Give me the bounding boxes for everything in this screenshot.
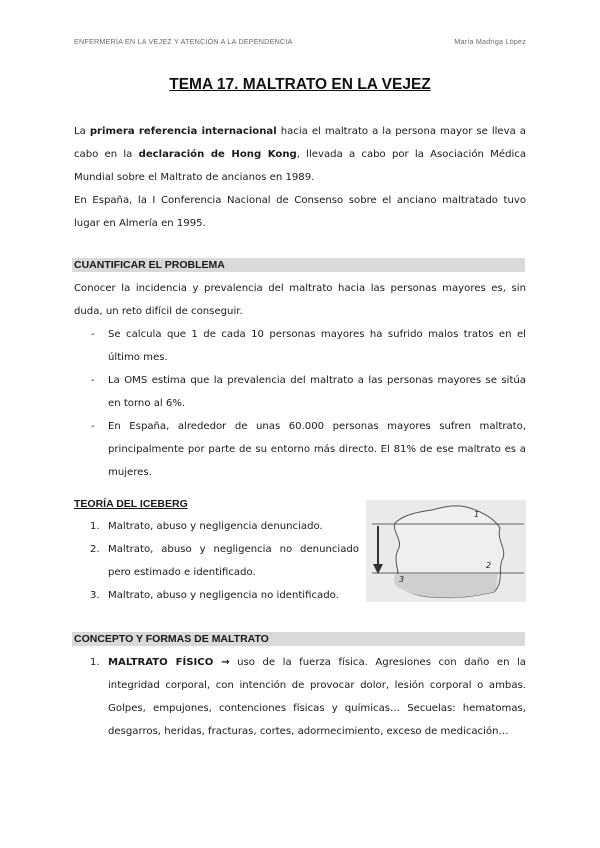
section-heading-iceberg: TEORÍA DEL ICEBERG [74, 498, 188, 510]
intro-paragraph-2: En España, la I Conferencia Nacional de Consenso sobre el anciano maltratado tuvo lugar en Almería en 1995. [74, 195, 526, 229]
intro-text-a: La [74, 126, 90, 137]
page-title: TEMA 17. MALTRATO EN LA VEJEZ [169, 76, 431, 93]
page-header [74, 37, 526, 46]
list-item [74, 369, 526, 415]
intro-section [74, 120, 526, 235]
iceberg-figure [366, 500, 526, 602]
iceberg-section [74, 515, 359, 607]
cuantificar-section [74, 277, 526, 484]
cuantificar-lead: Conocer la incidencia y prevalencia del maltrato hacia las personas mayores es, sin duda, un reto difícil de conseguir. [74, 283, 526, 317]
list-item-text: Se calcula que 1 de cada 10 personas mayores ha sufrido malos tratos en el último mes. [108, 329, 526, 363]
figure-label-1: 1 [474, 510, 480, 519]
section-heading-concepto: CONCEPTO Y FORMAS DE MALTRATO [72, 632, 525, 646]
list-item [74, 584, 359, 607]
cuantificar-list [74, 323, 526, 484]
intro-paragraph-1 [74, 120, 526, 189]
concepto-section [74, 651, 526, 743]
list-item-text: En España, alrededor de unas 60.000 personas mayores sufren maltrato, principalmente por parte de su entorno más directo. El 81% de ese maltrato es a mujeres. [108, 421, 526, 478]
dash-marker: - [91, 375, 95, 386]
list-number: 2. [90, 544, 100, 555]
intro-text-e: , llevada a cabo por la Asociación Médica Mundial sobre el Maltrato de ancianos en 1989. [74, 149, 527, 183]
header-author: María Madriga López [454, 37, 526, 46]
dash-marker: - [91, 329, 95, 340]
iceberg-list [74, 515, 359, 607]
iceberg-diagram [366, 500, 526, 602]
list-item-text: Maltrato, abuso y negligencia no denunciado pero estimado e identificado. [108, 544, 359, 578]
intro-bold-declaration: declaración de Hong Kong [138, 149, 297, 160]
concepto-list [74, 651, 526, 743]
list-item-text: La OMS estima que la prevalencia del maltrato a las personas mayores se sitúa en torno al 6%. [108, 375, 526, 409]
maltrato-fisico-term: MALTRATO FÍSICO → [108, 657, 230, 668]
header-course: ENFERMERÍA EN LA VEJEZ Y ATENCIÓN A LA DEPENDENCIA [74, 37, 293, 46]
list-item [74, 323, 526, 369]
list-number: 1. [90, 521, 100, 532]
list-item [74, 651, 526, 743]
list-item-text: Maltrato, abuso y negligencia no identificado. [108, 590, 339, 601]
list-item [74, 415, 526, 484]
intro-text-c: hacia el maltrato a la persona mayor se lleva a cabo en la [74, 126, 526, 160]
list-item-text: uso de la fuerza física. Agresiones con daño en la integridad corporal, con intención de provocar dolor, lesión corporal o ambas. Golpes, empujones, contenciones físicas y químicas… Secuelas: hematomas, desgarros, heridas, fracturas, cortes, adormecimiento, exceso de medicación… [108, 657, 526, 737]
section-heading-cuantificar: CUANTIFICAR EL PROBLEMA [72, 258, 525, 272]
intro-bold-reference: primera referencia internacional [89, 126, 277, 137]
list-number: 3. [90, 590, 100, 601]
figure-label-3: 3 [399, 575, 405, 584]
list-item [74, 515, 359, 538]
dash-marker: - [91, 421, 95, 432]
list-item-text: Maltrato, abuso y negligencia denunciado. [108, 521, 323, 532]
list-item [74, 538, 359, 584]
list-number: 1. [90, 657, 100, 668]
figure-label-2: 2 [486, 561, 492, 570]
